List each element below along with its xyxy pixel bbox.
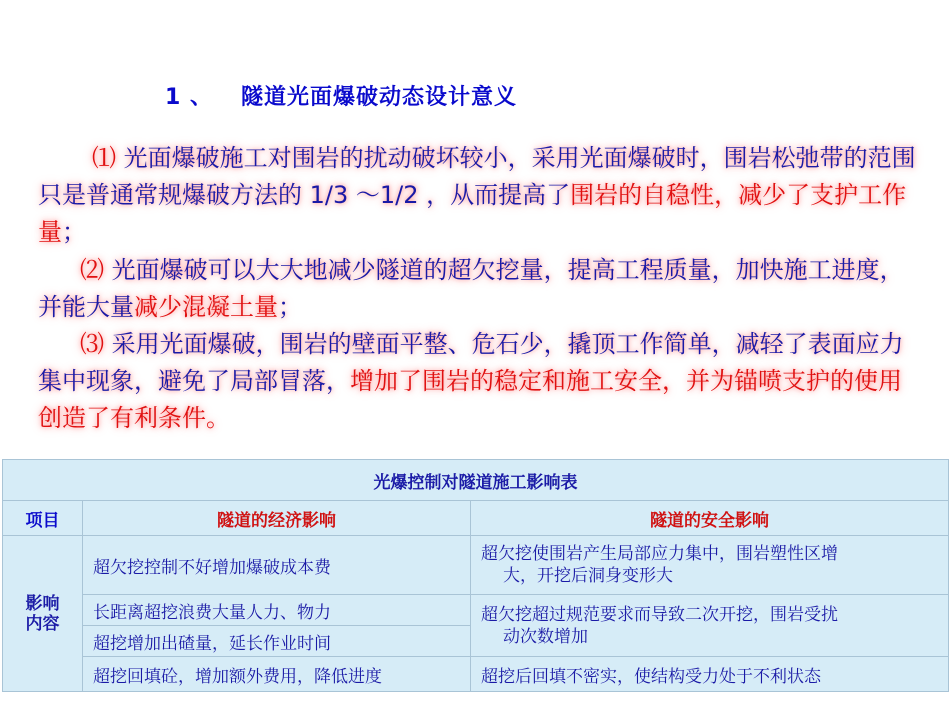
economic-cell: 超欠挖控制不好增加爆破成本费	[83, 536, 471, 595]
paragraph-2	[38, 252, 918, 326]
paragraph-3-marker: ⑶	[80, 330, 104, 358]
paragraph-3-highlight: 增加了围岩的稳定和施工安全，并为锚喷支护的使用创造了有利条件。	[38, 367, 902, 432]
safety-line: 超欠挖使围岩产生局部应力集中，围岩塑性区增	[481, 544, 838, 564]
table-title: 光爆控制对隧道施工影响表	[3, 460, 949, 501]
table-title-row	[3, 460, 949, 501]
row-label-line: 影响	[25, 593, 60, 614]
safety-line: 大，开挖后洞身变形大	[503, 566, 673, 586]
section-number: 1 、	[165, 85, 213, 110]
paragraph-1	[38, 140, 918, 251]
paragraph-3-text: 采用光面爆破，围岩的壁面平整、危石少，撬顶工作简单，减轻了表面应力集中现象，避免了局部冒落，	[38, 330, 904, 395]
table-row	[3, 536, 949, 595]
paragraph-2-marker: ⑵	[80, 256, 104, 284]
economic-cell: 超挖回填砼，增加额外费用，降低进度	[83, 657, 471, 692]
safety-cell: 超挖后回填不密实，使结构受力处于不利状态	[471, 657, 949, 692]
impact-table	[2, 459, 949, 692]
header-economic: 隧道的经济影响	[83, 501, 471, 536]
paragraph-1-marker: ⑴	[92, 144, 116, 172]
header-item: 项目	[3, 501, 83, 536]
safety-line: 超欠挖超过规范要求而导致二次开挖，围岩受扰	[481, 604, 838, 625]
paragraph-2-tail: ；	[278, 293, 302, 321]
section-heading	[165, 80, 517, 111]
header-safety: 隧道的安全影响	[471, 501, 949, 536]
safety-line: 动次数增加	[503, 626, 588, 647]
table-row	[3, 595, 949, 626]
table-row	[3, 657, 949, 692]
row-label-impact	[3, 536, 83, 692]
safety-cell	[471, 595, 949, 657]
section-title: 隧道光面爆破动态设计意义	[240, 85, 517, 110]
paragraph-3	[38, 326, 918, 437]
paragraph-1-text: 光面爆破施工对围岩的扰动破坏较小，采用光面爆破时，围岩松弛带的范围只是普通常规爆破方法的 1/3 ～1/2 ，从而提高了	[38, 144, 916, 209]
economic-cell: 长距离超挖浪费大量人力、物力	[83, 595, 471, 626]
table-header-row	[3, 501, 949, 536]
paragraph-1-highlight: 围岩的自稳性，减少了支护工作量	[38, 181, 907, 246]
paragraph-2-text: 光面爆破可以大大地减少隧道的超欠挖量，提高工程质量，加快施工进度，并能大量	[38, 256, 904, 321]
paragraph-1-tail: ；	[62, 218, 86, 246]
safety-cell	[471, 536, 949, 595]
paragraph-2-highlight: 减少混凝土量	[134, 293, 278, 321]
row-label-line: 内容	[25, 613, 60, 634]
economic-cell: 超挖增加出碴量，延长作业时间	[83, 626, 471, 657]
